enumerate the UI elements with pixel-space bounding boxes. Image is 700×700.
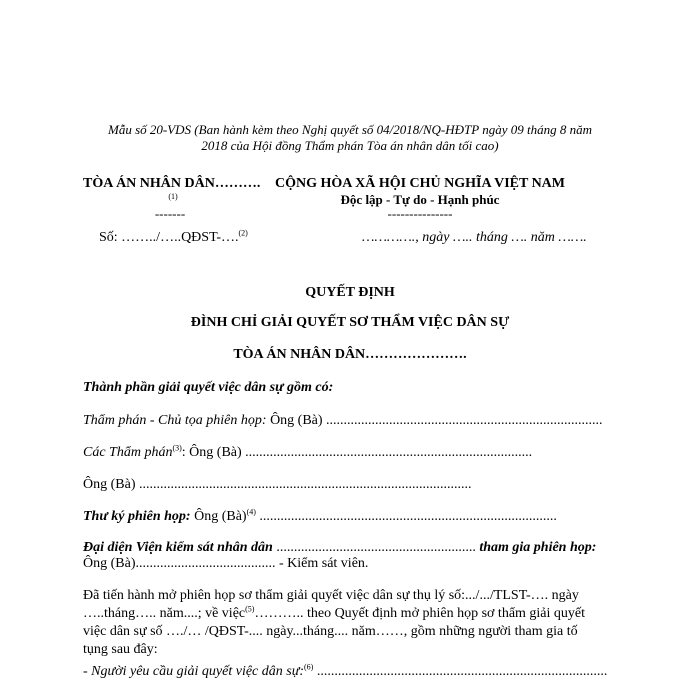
clerk-line	[83, 509, 557, 525]
requester-line	[83, 664, 607, 680]
issuing-court: TÒA ÁN NHÂN DÂN………………….	[233, 347, 467, 362]
paragraph-part-1: Đã tiến hành mở phiên họp sơ thẩm giải quyết việc dân sự thụ lý số:.../.../TLST-…. ngày …..tháng….. năm....; về việc	[83, 588, 579, 621]
clerk-value: .....................................................................................	[255, 509, 557, 524]
judges-line	[83, 445, 532, 461]
requester-value: ...................................................................................	[313, 664, 608, 679]
footnote-ref-1: (1)	[168, 192, 178, 201]
presiding-judge-line	[83, 413, 603, 429]
document-subtitle: ĐÌNH CHỈ GIẢI QUYẾT SƠ THẨM VIỆC DÂN SỰ	[190, 315, 510, 330]
nation-motto: Độc lập - Tự do - Hạnh phúc	[340, 192, 500, 207]
paragraph-part-2: ……….. theo Quyết định mở phiên họp sơ thẩm giải quyết việc dân sự số …./… /QĐST-.... ngày...tháng.... năm……, gồm những người tham gia tố tụng sau đây:	[83, 606, 586, 657]
footnote-ref-4: (4)	[246, 507, 256, 517]
document-title: QUYẾT ĐỊNH	[305, 285, 395, 300]
left-header-separator: -------	[154, 206, 186, 221]
composition-heading: Thành phần giải quyết việc dân sự gồm có:	[83, 380, 334, 395]
judges-value: : Ông (Bà) ..................................................................................	[181, 445, 533, 460]
procurator-line	[83, 540, 596, 556]
form-reference-line-1: Mẫu số 20-VDS (Ban hành kèm theo Nghị quyết số 04/2018/NQ-HĐTP ngày 09 tháng 8 năm	[108, 122, 592, 137]
footnote-ref-6: (6)	[304, 662, 314, 672]
procurator-dots: .........................................................	[272, 540, 476, 555]
footnote-ref-3: (3)	[172, 443, 182, 453]
clerk-prefix: Ông (Bà)	[190, 509, 247, 524]
requester-label: - Người yêu cầu giải quyết việc dân sự:	[83, 664, 305, 679]
form-reference-line-2: 2018 của Hội đồng Thẩm phán Tòa án nhân dân tối cao)	[201, 138, 499, 153]
clerk-label: Thư ký phiên họp:	[83, 509, 191, 524]
presiding-judge-value: Ông (Bà) ...............................................................................	[266, 413, 603, 428]
decision-number	[99, 230, 248, 246]
procurator-label-2: tham gia phiên họp:	[475, 540, 597, 555]
footnote-ref-5: (5)	[245, 604, 255, 614]
procurator-line-2: Ông (Bà)........................................ - Kiểm sát viên.	[83, 556, 369, 571]
decision-number-text: Số: ……../…..QĐST-….	[99, 230, 239, 245]
proceedings-paragraph	[83, 587, 588, 659]
right-header-separator: ---------------	[387, 206, 453, 221]
presiding-judge-label: Thẩm phán - Chủ tọa phiên họp:	[83, 413, 267, 428]
court-name-header: TÒA ÁN NHÂN DÂN……….	[83, 176, 261, 191]
footnote-ref-2: (2)	[238, 228, 248, 238]
judges-label: Các Thẩm phán	[83, 445, 173, 460]
nation-title: CỘNG HÒA XÃ HỘI CHỦ NGHĨA VIỆT NAM	[274, 176, 565, 191]
date-line: …………., ngày ….. tháng …. năm …….	[362, 230, 587, 245]
procurator-label: Đại diện Viện kiểm sát nhân dân	[83, 540, 273, 555]
judge-2-line: Ông (Bà) ...............................................................................................	[83, 477, 472, 492]
